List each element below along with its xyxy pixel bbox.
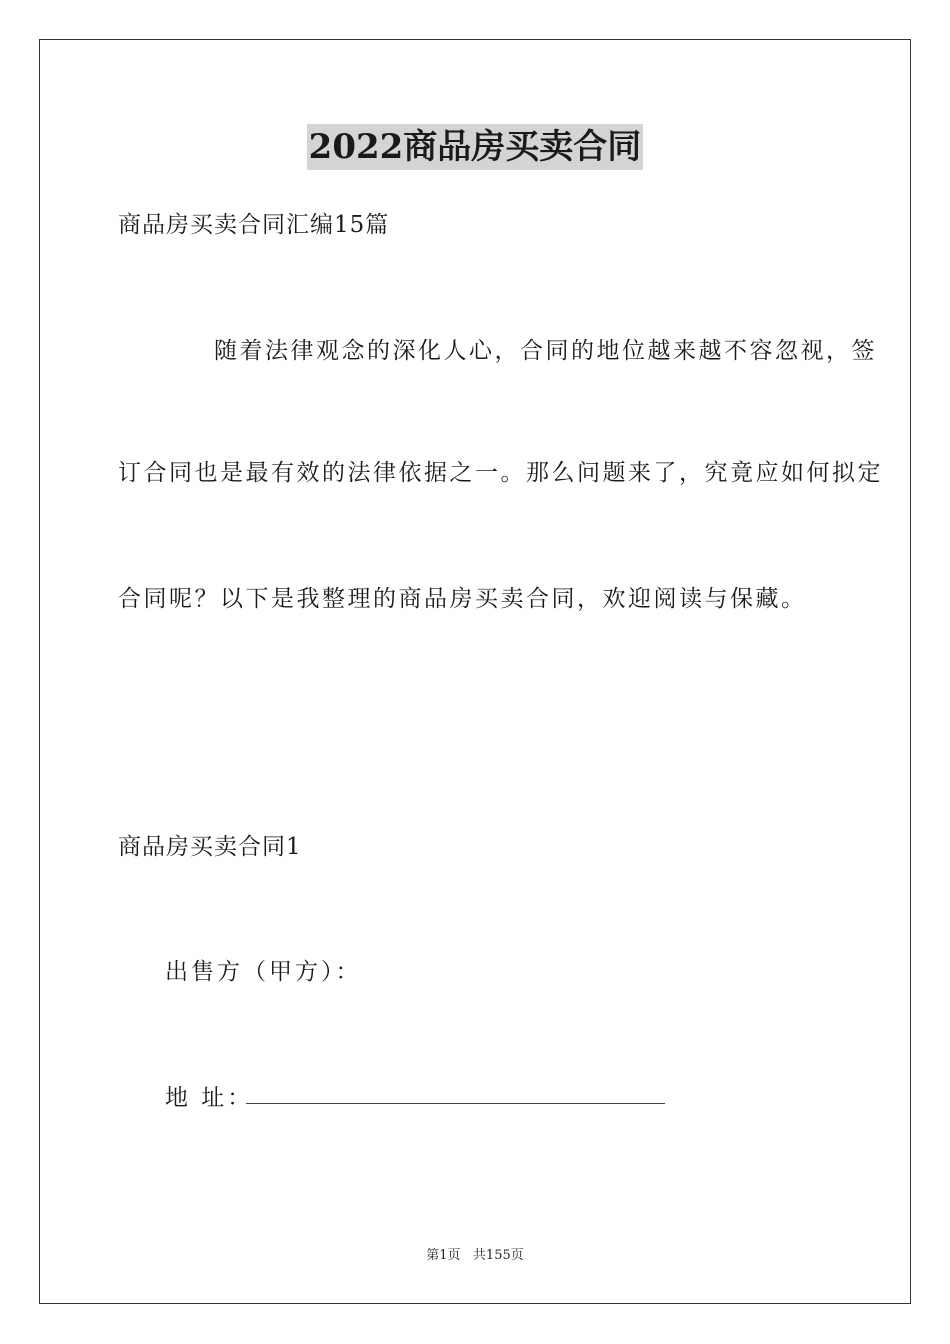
intro-line-2: 订合同也是最有效的法律依据之一。那么问题来了，究竟应如何拟定: [118, 460, 883, 486]
title-container: [0, 124, 950, 170]
seller-label: 出售方（甲方）：: [165, 959, 362, 985]
document-subtitle: 商品房买卖合同汇编15篇: [118, 212, 390, 238]
intro-line-1: 随着法律观念的深化人心，合同的地位越来越不容忽视，签: [214, 338, 877, 364]
address-fill-line: [246, 1103, 665, 1104]
address-label: 地 址：: [165, 1085, 254, 1111]
intro-line-3: 合同呢？以下是我整理的商品房买卖合同，欢迎阅读与保藏。: [118, 586, 807, 612]
document-title: 2022商品房买卖合同: [307, 124, 644, 170]
page-number: 第1页: [426, 1248, 461, 1263]
page-total: 共155页: [472, 1248, 524, 1263]
section-title: 商品房买卖合同1: [118, 834, 302, 860]
footer-spacer: [461, 1248, 473, 1263]
page-footer: [0, 1247, 950, 1265]
